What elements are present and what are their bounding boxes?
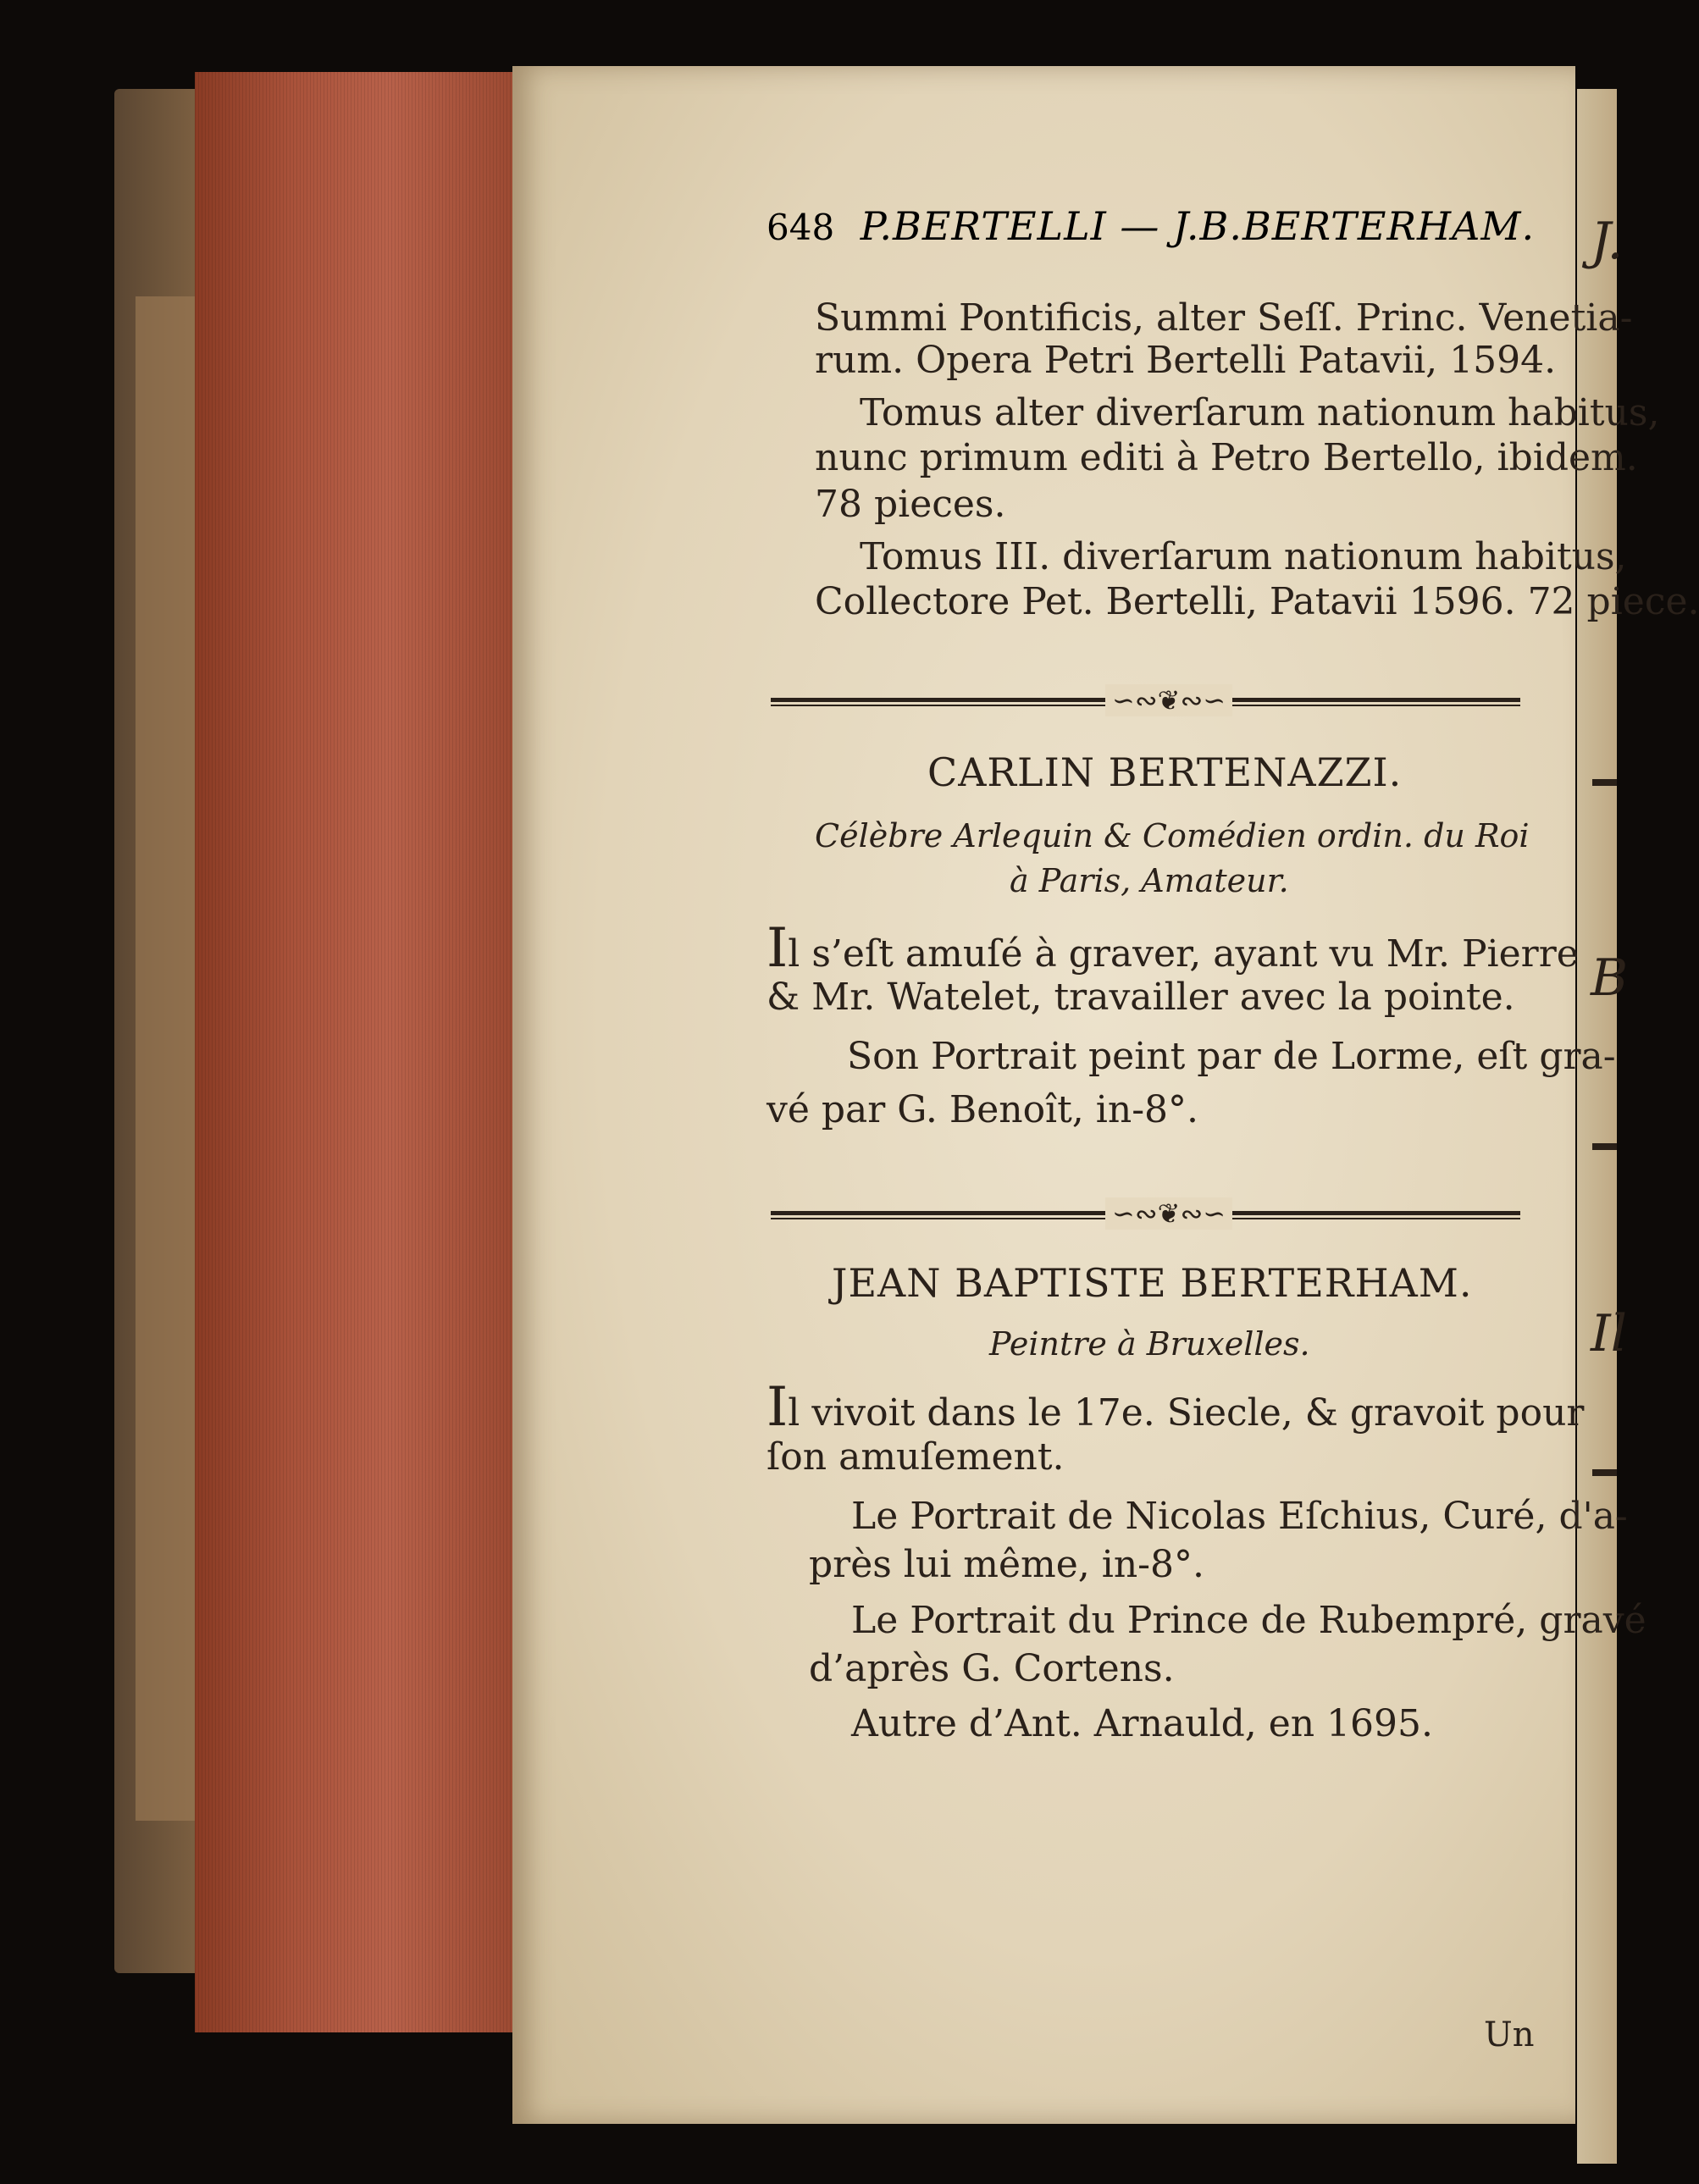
bertelli-line-4: nunc primum editi à Petro Bertello, ibidem. — [815, 436, 1638, 479]
bertelli-line-2: rum. Opera Petri Bertelli Patavii, 1594. — [815, 339, 1557, 382]
berterham-para4-line1: Autre d’Ant. Arnauld, en 1695. — [851, 1702, 1434, 1745]
section-divider — [771, 684, 1520, 716]
next-page-letter-b: B — [1591, 948, 1629, 1008]
bertenazzi-para1-line1 — [766, 917, 1579, 980]
entry-subtitle-bertenazzi-1: Célèbre Arlequin & Comédien ordin. du Roi — [815, 817, 1530, 854]
catchword: Un — [1484, 2015, 1535, 2054]
drop-initial: I — [766, 1376, 789, 1439]
bertenazzi-para1-line2: & Mr. Watelet, travailler avec la pointe. — [766, 976, 1515, 1019]
bertelli-line-6: Tomus III. diverſarum nationum habitus, — [860, 535, 1627, 578]
bertenazzi-para1-text1: l s’eſt amuſé à graver, ayant vu Mr. Pierre — [788, 932, 1579, 976]
section-divider — [771, 1197, 1520, 1230]
next-page-rule-mark — [1592, 1143, 1617, 1150]
berterham-para1-text1: l vivoit dans le 17e. Siecle, & gravoit pour — [788, 1391, 1585, 1435]
next-page-fragment: J. — [1591, 212, 1624, 271]
page-number: 648 — [766, 207, 835, 248]
berterham-para1-line2: ſon amuſement. — [766, 1435, 1065, 1479]
bertelli-line-1: Summi Pontificis, alter Seſſ. Princ. Venetia- — [815, 296, 1633, 340]
bertelli-line-3: Tomus alter diverſarum nationum habitus, — [860, 391, 1660, 434]
berterham-para3-line2: d’après G. Cortens. — [809, 1647, 1175, 1690]
bertelli-line-5: 78 pieces. — [815, 483, 1006, 526]
entry-heading-bertenazzi: CARLIN BERTENAZZI. — [927, 749, 1403, 795]
berterham-para2-line2: près lui même, in-8°. — [809, 1543, 1205, 1586]
berterham-para2-line1: Le Portrait de Nicolas Eſchius, Curé, d'a- — [851, 1495, 1628, 1538]
next-page-rule-mark — [1592, 1469, 1617, 1476]
berterham-para3-line1: Le Portrait du Prince de Rubempré, gravé — [851, 1599, 1646, 1642]
entry-heading-berterham: JEAN BAPTISTE BERTERHAM. — [832, 1260, 1473, 1306]
running-title: P.BERTELLI — J.B.BERTERHAM. — [860, 203, 1536, 249]
running-head — [766, 203, 1535, 249]
next-page-letter-il: Il — [1591, 1304, 1627, 1363]
entry-subtitle-berterham: Peintre à Bruxelles. — [989, 1325, 1310, 1363]
entry-subtitle-bertenazzi-2: à Paris, Amateur. — [1010, 862, 1289, 899]
next-page-rule-mark — [1592, 779, 1617, 786]
berterham-para1-line1 — [766, 1376, 1585, 1439]
book-page-edges — [195, 72, 522, 2032]
fleuron-ornament: ∽∾❦∾∽ — [1105, 684, 1232, 716]
bertenazzi-para2-line2: vé par G. Benoît, in-8°. — [766, 1088, 1199, 1131]
cover-spine-strip — [136, 296, 203, 1821]
drop-initial: I — [766, 917, 789, 980]
bertenazzi-para2-line1: Son Portrait peint par de Lorme, eſt gra- — [847, 1035, 1616, 1078]
bertelli-line-7: Collectore Pet. Bertelli, Patavii 1596. 72 piece. — [815, 580, 1699, 623]
fleuron-ornament: ∽∾❦∾∽ — [1105, 1197, 1232, 1230]
